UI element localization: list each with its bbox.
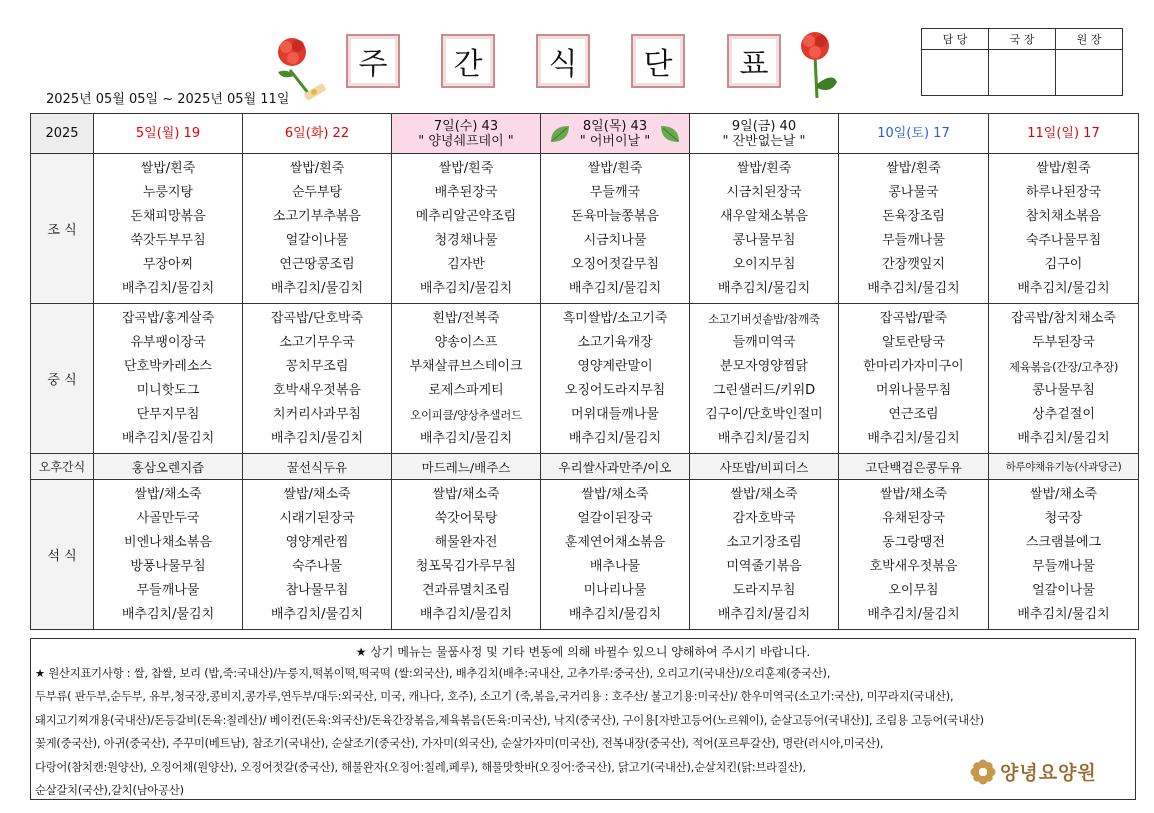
menu-item: 쌀밥/채소죽 [1029, 486, 1098, 502]
menu-item: 참치채소볶음 [1025, 208, 1102, 224]
facility-logo [970, 758, 1097, 785]
menu-item: 순두부탕 [291, 184, 343, 200]
lunch-cell-thu [541, 304, 690, 454]
menu-item: 잡곡밥/홍게살죽 [121, 310, 215, 326]
menu-item: 배추김치/물김치 [1017, 280, 1110, 296]
lunch-label: 중 식 [31, 304, 94, 454]
snack-cell-wed: 마드레느/배주스 [392, 454, 541, 480]
title-char-1: 주 [346, 34, 400, 88]
menu-item: 간장깻잎지 [882, 256, 945, 272]
menu-item: 유부팽이장국 [130, 334, 206, 350]
snack-label: 오후간식 [31, 454, 94, 480]
menu-item: 잡곡밥/단호박죽 [270, 310, 364, 326]
menu-item: 배추김치/물김치 [568, 430, 662, 446]
menu-item: 상추겉절이 [1032, 406, 1095, 422]
menu-item: 견과류멸치조림 [422, 582, 510, 598]
day-header-mon: 5일(월) 19 [94, 114, 243, 154]
header-row [31, 114, 1139, 154]
title-char-3: 식 [536, 34, 590, 88]
menu-item: 무들깨국 [589, 184, 641, 200]
menu-item: 새우알채소볶음 [720, 208, 808, 224]
menu-item: 소고기무우국 [279, 334, 355, 350]
day-header-thu: 8일(목) 43 " 어버이날 " [541, 114, 690, 154]
menu-item: 무들깨나물 [1032, 558, 1095, 574]
menu-item: 머위대들깨나물 [571, 406, 659, 422]
menu-item: 호박새우젓볶음 [273, 382, 361, 398]
origin-line-1: ★ 원산지표기사항 : 쌀, 찹쌀, 보리 (밥,죽:국내산)/누룽지,떡볶이떡,떡국떡 (쌀:외국산), 배추김치(배추:국내산, 고추가루:중국산), 오리고기(국내산)/오리훈제(중국산), [35, 667, 831, 680]
menu-item: 쌀밥/흰죽 [140, 160, 196, 176]
menu-item: 머위나물무침 [875, 382, 952, 398]
menu-item: 연근조림 [888, 406, 939, 422]
dinner-cell-sat [839, 480, 989, 630]
origin-line-4: 꽃게(중국산), 아귀(중국산), 주꾸미(베트남), 참조기(국내산), 순살조기(중국산), 가자미(외국산), 순살가자미(미국산), 전복내장(중국산), 적어(포르투갈산), 명란(러시아,미국산), [35, 737, 884, 751]
menu-item: 배추김치/물김치 [717, 280, 811, 296]
approval-box [921, 28, 1123, 96]
menu-item: 배추김치/물김치 [1017, 430, 1110, 446]
snack-cell-thu: 우리쌀사과만주/이오 [541, 454, 690, 480]
carnation-flower-icon [793, 28, 841, 100]
menu-item: 단호박카레소스 [124, 358, 212, 374]
menu-item: 쌀밥/채소죽 [134, 486, 202, 502]
menu-item: 배추김치/물김치 [270, 280, 364, 296]
menu-item: 사골만두국 [136, 510, 200, 526]
lunch-row [31, 304, 1139, 454]
menu-item: 소고기장조림 [726, 534, 802, 550]
menu-item: 해물완자전 [434, 534, 498, 550]
year-cell: 2025 [31, 114, 94, 154]
breakfast-cell-tue [243, 154, 392, 304]
menu-item: 도라지무침 [732, 582, 796, 598]
menu-item: 배추된장국 [434, 184, 498, 200]
menu-item: 오이무침 [888, 582, 939, 598]
breakfast-row [31, 154, 1139, 304]
dinner-cell-wed [392, 480, 541, 630]
menu-item: 미나리나물 [583, 582, 647, 598]
menu-item: 무들깨나물 [136, 582, 200, 598]
flower-emblem-icon [970, 759, 996, 785]
menu-item: 시금치된장국 [726, 184, 802, 200]
lunch-cell-fri [690, 304, 839, 454]
menu-item: 누룽지탕 [142, 184, 194, 200]
day-header-tue: 6일(화) 22 [243, 114, 392, 154]
notice-text: ★ 상기 메뉴는 물품사정 및 기타 변동에 의해 바뀔수 있으니 양해하여 주시기 바랍니다. [355, 645, 811, 659]
origin-line-3: 돼지고기찌개용(국내산)/돈등갈비(돈육:칠레산)/ 베이컨(돈육:외국산)/돈육간장볶음,제육볶음(돈육:미국산), 낙지(중국산), 구이용[자반고등어(노르웨이), 순살고등어(국내산)], 조림용 고등어(국내산) [35, 713, 984, 727]
menu-item: 쌀밥/채소죽 [283, 486, 351, 502]
menu-item: 영양계란말이 [577, 358, 653, 374]
menu-item: 스크램블에그 [1025, 534, 1102, 550]
menu-item: 청포묵김가루무침 [415, 558, 517, 574]
menu-item: 영양계란찜 [285, 534, 349, 550]
menu-item: 돈육마늘쫑볶음 [571, 208, 659, 224]
menu-item: 비엔나채소볶음 [124, 534, 212, 550]
menu-item: 쌀밥/채소죽 [730, 486, 798, 502]
menu-item: 얼갈이된장국 [577, 510, 653, 526]
menu-item: 오이피클/양상추샐러드 [410, 407, 522, 422]
menu-item: 배추김치/물김치 [717, 606, 811, 622]
menu-item: 돈육장조림 [882, 208, 945, 224]
dinner-cell-tue [243, 480, 392, 630]
day-header-wed: 7일(수) 43 " 양녕쉐프데이 " [392, 114, 541, 154]
approval-header-head: 원 장 [1056, 29, 1123, 50]
menu-item: 분모자영양찜닭 [720, 358, 808, 374]
lunch-cell-wed [392, 304, 541, 454]
snack-cell-fri: 사또밥/비피더스 [690, 454, 839, 480]
snack-cell-sat: 고단백검은콩두유 [839, 454, 989, 480]
date-range: 2025년 05월 05일 ~ 2025년 05월 11일 [46, 92, 290, 107]
menu-item: 숙주나물무침 [1025, 232, 1102, 248]
menu-item: 치커리사과무침 [273, 406, 361, 422]
menu-item: 무들깨나물 [882, 232, 945, 248]
menu-item: 배추나물 [589, 558, 641, 574]
snack-cell-sun: 하루야채유기농(사과당근) [989, 454, 1139, 480]
menu-item: 숙주나물 [291, 558, 343, 574]
menu-item: 쌀밥/채소죽 [432, 486, 500, 502]
menu-item: 꽁치무조림 [285, 358, 349, 374]
menu-item: 오징어젓갈무침 [571, 256, 659, 272]
menu-item: 쌀밥/흰죽 [289, 160, 345, 176]
menu-item: 배추김치/물김치 [867, 430, 960, 446]
dinner-label: 석 식 [31, 480, 94, 630]
menu-item: 김자반 [447, 256, 485, 272]
breakfast-cell-fri [690, 154, 839, 304]
title-char-4: 단 [631, 34, 685, 88]
snack-cell-mon: 홍삼오렌지즙 [94, 454, 243, 480]
menu-item: 쌀밥/채소죽 [581, 486, 649, 502]
menu-item: 흑미쌀밥/소고기죽 [562, 310, 668, 326]
breakfast-label: 조 식 [31, 154, 94, 304]
menu-item: 알토란탕국 [882, 334, 945, 350]
menu-item: 훈제연어채소볶음 [564, 534, 666, 550]
menu-item: 연근땅콩조림 [279, 256, 355, 272]
menu-item: 그린샐러드/키위D [712, 382, 816, 398]
breakfast-cell-sat [839, 154, 989, 304]
origin-line-6: 순살갈치(국산),갈치(남아공산) [35, 784, 184, 798]
menu-item: 들깨미역국 [732, 334, 796, 350]
dinner-row [31, 480, 1139, 630]
menu-item: 미역줄기볶음 [726, 558, 802, 574]
menu-item: 배추김치/물김치 [121, 280, 215, 296]
menu-item: 청경채나물 [434, 232, 498, 248]
menu-item: 쌀밥/흰죽 [587, 160, 643, 176]
menu-item: 오징어도라지무침 [564, 382, 666, 398]
menu-item: 단무지무침 [136, 406, 200, 422]
menu-item: 쌀밥/흰죽 [438, 160, 494, 176]
menu-item: 동그랑땡전 [882, 534, 945, 550]
menu-item: 소고기육개장 [577, 334, 653, 350]
lunch-cell-tue [243, 304, 392, 454]
menu-item: 방풍나물무침 [130, 558, 206, 574]
approval-header-director: 국 장 [989, 29, 1056, 50]
dinner-cell-fri [690, 480, 839, 630]
menu-item: 배추김치/물김치 [717, 430, 811, 446]
lunch-cell-sat [839, 304, 989, 454]
menu-item: 쌀밥/흰죽 [736, 160, 792, 176]
snack-cell-tue: 꿀선식두유 [243, 454, 392, 480]
title-char-5: 표 [727, 34, 781, 88]
menu-item: 잡곡밥/팥죽 [879, 310, 948, 326]
dinner-cell-mon [94, 480, 243, 630]
menu-item: 무장아찌 [142, 256, 194, 272]
menu-item: 배추김치/물김치 [419, 430, 513, 446]
approval-sign-director[interactable] [989, 50, 1056, 96]
approval-sign-staff[interactable] [922, 50, 989, 96]
title-char-2: 간 [441, 34, 495, 88]
dinner-cell-sun [989, 480, 1139, 630]
breakfast-cell-sun [989, 154, 1139, 304]
menu-item: 배추김치/물김치 [419, 606, 513, 622]
menu-item: 배추김치/물김치 [270, 430, 364, 446]
menu-item: 오이지무침 [732, 256, 796, 272]
menu-item: 배추김치/물김치 [121, 430, 215, 446]
origin-line-2: 두부류( 판두부,순두부, 유부,청국장,콩비지,콩가루,연두부/대두:외국산, 미국, 캐나다, 호주), 소고기 (죽,볶음,국거리용 : 호주산/ 불고기용:미국산)/ 한우미역국(소고기:국산), 미꾸라지(국내산), [35, 690, 954, 704]
approval-header-staff: 담 당 [922, 29, 989, 50]
facility-name: 양녕요양원 [1000, 762, 1097, 784]
menu-item: 쑥갓두부무침 [130, 232, 206, 248]
menu-item: 메추리알곤약조림 [415, 208, 517, 224]
menu-item: 배추김치/물김치 [121, 606, 215, 622]
menu-item: 제육볶음(간장/고추장) [1008, 359, 1119, 374]
menu-item: 호박새우젓볶음 [869, 558, 958, 574]
weekly-menu-table [30, 113, 1139, 630]
lunch-cell-mon [94, 304, 243, 454]
menu-item: 시래기된장국 [279, 510, 355, 526]
menu-item: 김구이 [1044, 256, 1083, 272]
menu-item: 하루나된장국 [1025, 184, 1102, 200]
breakfast-cell-thu [541, 154, 690, 304]
leaf-right-icon [659, 124, 681, 144]
breakfast-cell-wed [392, 154, 541, 304]
menu-item: 배추김치/물김치 [867, 280, 960, 296]
day-header-sat: 10일(토) 17 [839, 114, 989, 154]
menu-item: 한마리가자미구이 [863, 358, 964, 374]
menu-item: 흰밥/전복죽 [432, 310, 500, 326]
leaf-left-icon [549, 124, 571, 144]
menu-item: 쌀밥/채소죽 [879, 486, 948, 502]
menu-item: 돈채피망볶음 [130, 208, 206, 224]
snack-row [31, 454, 1139, 480]
menu-item: 콩나물국 [888, 184, 939, 200]
origin-line-5: 다랑어(참치캔:원양산), 오징어채(원양산), 오징어젓갈(중국산), 해물완자(오징어:칠레,페루), 해물맛핫바(오징어:중국산), 닭고기(국내산),순살치킨(닭:브라질산), [35, 760, 806, 774]
menu-item: 양송이스프 [434, 334, 498, 350]
menu-item: 소고기버섯솥밥/참깨죽 [708, 311, 820, 326]
breakfast-cell-mon [94, 154, 243, 304]
menu-item: 잡곡밥/참치채소죽 [1011, 310, 1116, 326]
menu-item: 얼갈이나물 [285, 232, 349, 248]
menu-item: 배추김치/물김치 [568, 280, 662, 296]
menu-item: 콩나물무침 [732, 232, 796, 248]
dinner-cell-thu [541, 480, 690, 630]
menu-item: 시금치나물 [583, 232, 647, 248]
menu-item: 얼갈이나물 [1032, 582, 1095, 598]
menu-item: 두부된장국 [1032, 334, 1095, 350]
menu-item: 미니핫도그 [136, 382, 200, 398]
menu-item: 배추김치/물김치 [270, 606, 364, 622]
menu-item: 로제스파게티 [428, 382, 504, 398]
approval-sign-head[interactable] [1056, 50, 1123, 96]
menu-item: 콩나물무침 [1032, 382, 1095, 398]
menu-item: 쌀밥/흰죽 [1036, 160, 1091, 176]
menu-item: 배추김치/물김치 [1017, 606, 1110, 622]
menu-item: 청국장 [1044, 510, 1083, 526]
menu-item: 소고기부추볶음 [273, 208, 361, 224]
menu-item: 배추김치/물김치 [419, 280, 513, 296]
menu-item: 배추김치/물김치 [867, 606, 960, 622]
menu-item: 참나물무침 [285, 582, 349, 598]
menu-item: 유채된장국 [882, 510, 945, 526]
day-header-sun: 11일(일) 17 [989, 114, 1139, 154]
menu-item: 배추김치/물김치 [568, 606, 662, 622]
menu-item: 쑥갓어묵탕 [434, 510, 498, 526]
menu-item: 부채살큐브스테이크 [409, 358, 523, 374]
menu-item: 감자호박국 [732, 510, 796, 526]
day-header-fri: 9일(금) 40 " 잔반없는날 " [690, 114, 839, 154]
menu-item: 김구이/단호박인절미 [705, 406, 823, 422]
menu-item: 쌀밥/흰죽 [886, 160, 941, 176]
lunch-cell-sun [989, 304, 1139, 454]
